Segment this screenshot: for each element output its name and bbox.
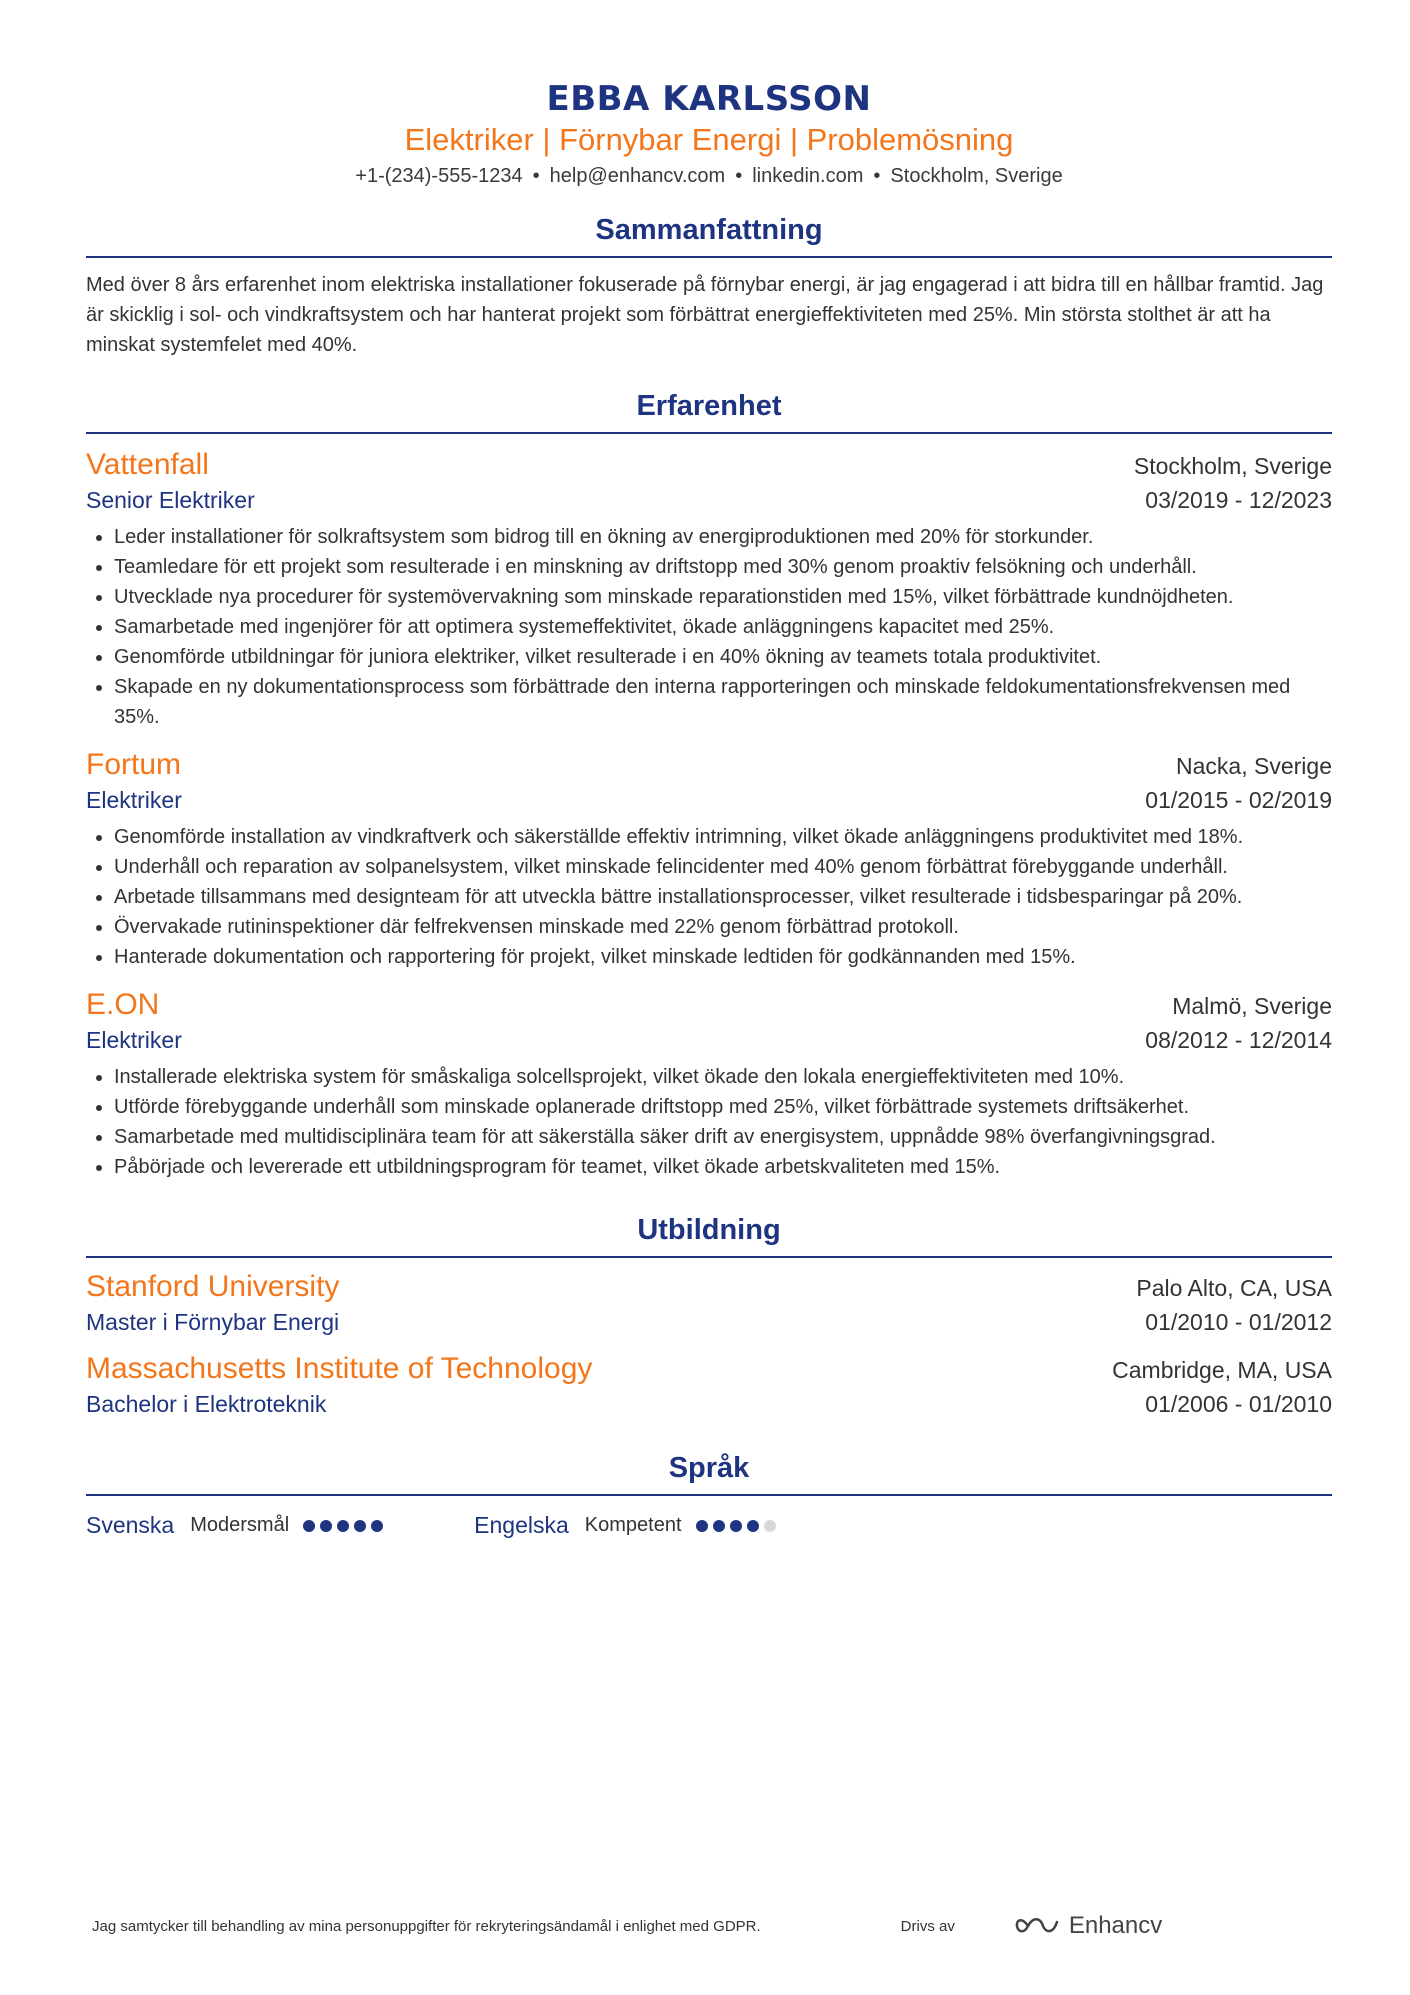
email[interactable]: help@enhancv.com bbox=[549, 165, 726, 187]
language-name: Svenska bbox=[86, 1512, 175, 1538]
languages-section bbox=[86, 1450, 1332, 1539]
job-bullets bbox=[86, 822, 1332, 972]
job-header bbox=[86, 986, 1332, 1024]
job-dates: 08/2012 - 12/2014 bbox=[1145, 1027, 1332, 1053]
bullet-item: • Skapade en ny dokumentationsprocess som förbättrade den interna rapporteringen och minskade feldokumentationsfrekvensen med 35%. bbox=[114, 672, 1332, 732]
degree: Master i Förnybar Energi bbox=[86, 1309, 340, 1335]
job-entry bbox=[86, 446, 1332, 732]
job-bullets bbox=[86, 1062, 1332, 1182]
infinity-icon bbox=[1015, 1914, 1061, 1938]
candidate-name: EBBA KARLSSON bbox=[546, 79, 872, 119]
rating-dot-filled bbox=[320, 1520, 332, 1532]
bullet-item: • Genomförde installation av vindkraftverk och säkerställde effektiv intrimning, vilket ökade anläggningens produktivitet med 18%. bbox=[114, 822, 1332, 852]
bullet-item: • Genomförde utbildningar för juniora elektriker, vilket resulterade i en 40% ökning av teamets totala produktivitet. bbox=[114, 642, 1332, 672]
bullet-item: • Övervakade rutininspektioner där felfrekvensen minskade med 22% genom förbättrad protokoll. bbox=[114, 912, 1332, 942]
education-header bbox=[86, 1350, 1332, 1388]
proficiency-rating bbox=[696, 1520, 781, 1532]
education-dates: 01/2006 - 01/2010 bbox=[1145, 1391, 1332, 1417]
job-title: Elektriker bbox=[86, 1027, 182, 1053]
job-bullets bbox=[86, 522, 1332, 732]
bullet-item: • Samarbetade med multidisciplinära team för att säkerställa säker drift av energisystem, uppnådde 98% överfangivningsgrad. bbox=[114, 1122, 1332, 1152]
separator-dot: • bbox=[873, 165, 881, 187]
job-header bbox=[86, 446, 1332, 484]
rating-dot-filled bbox=[371, 1520, 383, 1532]
bullet-item: • Utvecklade nya procedurer för systemövervakning som minskade reparationstiden med 15%, vilket förbättrade kundnöjdheten. bbox=[114, 582, 1332, 612]
enhancv-logo[interactable] bbox=[1015, 1912, 1162, 1940]
bullet-item: • Leder installationer för solkraftsystem som bidrog till en ökning av energiproduktionen med 20% för storkunder. bbox=[114, 522, 1332, 552]
job-subheader bbox=[86, 1024, 1332, 1056]
gdpr-consent: Jag samtycker till behandling av mina personuppgifter för rekryteringsändamål i enlighet med GDPR. bbox=[92, 1917, 761, 1935]
job-title: Elektriker bbox=[86, 787, 182, 813]
contact-info bbox=[86, 162, 1332, 190]
school-location: Palo Alto, CA, USA bbox=[1136, 1275, 1332, 1301]
education-dates: 01/2010 - 01/2012 bbox=[1145, 1309, 1332, 1335]
language-level: Modersmål bbox=[190, 1514, 290, 1536]
job-entry bbox=[86, 986, 1332, 1182]
linkedin[interactable]: linkedin.com bbox=[752, 165, 864, 187]
job-dates: 01/2015 - 02/2019 bbox=[1145, 787, 1332, 813]
bullet-item: • Arbetade tillsammans med designteam för att utveckla bättre installationsprocesser, vilket resulterade i tidsbesparingar på 20%. bbox=[114, 882, 1332, 912]
rating-dot-filled bbox=[730, 1520, 742, 1532]
education-section bbox=[86, 1212, 1332, 1420]
education-subheader bbox=[86, 1388, 1332, 1420]
brand-name: Enhancv bbox=[1068, 1912, 1163, 1939]
section-title-languages: Språk bbox=[86, 1450, 1332, 1496]
language-level: Kompetent bbox=[584, 1514, 682, 1536]
job-location: Malmö, Sverige bbox=[1172, 993, 1332, 1019]
degree: Bachelor i Elektroteknik bbox=[86, 1391, 327, 1417]
bullet-item: • Samarbetade med ingenjörer för att optimera systemeffektivitet, ökade anläggningens kapacitet med 25%. bbox=[114, 612, 1332, 642]
job-entry bbox=[86, 746, 1332, 972]
job-location: Stockholm, Sverige bbox=[1133, 453, 1332, 479]
rating-dot-filled bbox=[747, 1520, 759, 1532]
powered-by-label: Drivs av bbox=[900, 1917, 955, 1935]
section-title-education: Utbildning bbox=[86, 1212, 1332, 1258]
bullet-item: • Teamledare för ett projekt som resulterade i en minskning av driftstopp med 30% genom proaktiv felsökning och underhåll. bbox=[114, 552, 1332, 582]
education-subheader bbox=[86, 1306, 1332, 1338]
school-location: Cambridge, MA, USA bbox=[1112, 1357, 1332, 1383]
summary-text: Med över 8 års erfarenhet inom elektriska installationer fokuserade på förnybar energi, är jag engagerad i att bidra till en hållbar framtid. Jag är skicklig i sol- och vindkraftsystem och har hanterat projekt som förbättrat energieffektiviteten med 25%. Min största stolthet är att ha minskat systemfelet med 40%. bbox=[86, 274, 1324, 356]
job-header bbox=[86, 746, 1332, 784]
rating-dot-filled bbox=[696, 1520, 708, 1532]
bullet-item: • Hanterade dokumentation och rapportering för projekt, vilket minskade ledtiden för godkännanden med 15%. bbox=[114, 942, 1332, 972]
school-name: Massachusetts Institute of Technology bbox=[86, 1352, 593, 1385]
section-title-experience: Erfarenhet bbox=[86, 388, 1332, 434]
section-title-summary: Sammanfattning bbox=[86, 212, 1332, 258]
footer bbox=[92, 1912, 1318, 1940]
company-name: Vattenfall bbox=[86, 448, 209, 481]
headline: Elektriker | Förnybar Energi | Problemösning bbox=[404, 122, 1014, 157]
job-subheader bbox=[86, 784, 1332, 816]
school-name: Stanford University bbox=[86, 1270, 340, 1303]
rating-dot-filled bbox=[303, 1520, 315, 1532]
job-list bbox=[86, 446, 1332, 1182]
phone: +1-(234)-555-1234 bbox=[355, 165, 523, 187]
separator-dot: • bbox=[735, 165, 743, 187]
bullet-item: • Installerade elektriska system för småskaliga solcellsprojekt, vilket ökade den lokala energieffektiviteten med 10%. bbox=[114, 1062, 1332, 1092]
proficiency-rating bbox=[303, 1520, 388, 1532]
job-dates: 03/2019 - 12/2023 bbox=[1145, 487, 1332, 513]
language-name: Engelska bbox=[474, 1512, 569, 1538]
job-title: Senior Elektriker bbox=[86, 487, 255, 513]
bullet-item: • Underhåll och reparation av solpanelsystem, vilket minskade felincidenter med 40% genom förbättrat förebyggande underhåll. bbox=[114, 852, 1332, 882]
summary-section bbox=[86, 212, 1332, 360]
education-entry bbox=[86, 1268, 1332, 1338]
bullet-item: • Utförde förebyggande underhåll som minskade oplanerade driftstopp med 25%, vilket förbättrade systemets driftsäkerhet. bbox=[114, 1092, 1332, 1122]
education-header bbox=[86, 1268, 1332, 1306]
rating-dot-filled bbox=[354, 1520, 366, 1532]
resume-page bbox=[86, 78, 1332, 1539]
rating-dot-empty bbox=[764, 1520, 776, 1532]
language-item bbox=[474, 1512, 780, 1539]
job-subheader bbox=[86, 484, 1332, 516]
language-list bbox=[86, 1512, 1332, 1539]
bullet-item: • Påbörjade och levererade ett utbildningsprogram för teamet, vilket ökade arbetskvaliteten med 15%. bbox=[114, 1152, 1332, 1182]
education-entry bbox=[86, 1350, 1332, 1420]
location: Stockholm, Sverige bbox=[890, 165, 1063, 187]
experience-section bbox=[86, 388, 1332, 1182]
job-location: Nacka, Sverige bbox=[1176, 753, 1332, 779]
separator-dot: • bbox=[532, 165, 540, 187]
language-item bbox=[86, 1512, 388, 1539]
education-list bbox=[86, 1268, 1332, 1420]
company-name: Fortum bbox=[86, 748, 182, 781]
rating-dot-filled bbox=[337, 1520, 349, 1532]
company-name: E.ON bbox=[86, 988, 160, 1021]
rating-dot-filled bbox=[713, 1520, 725, 1532]
